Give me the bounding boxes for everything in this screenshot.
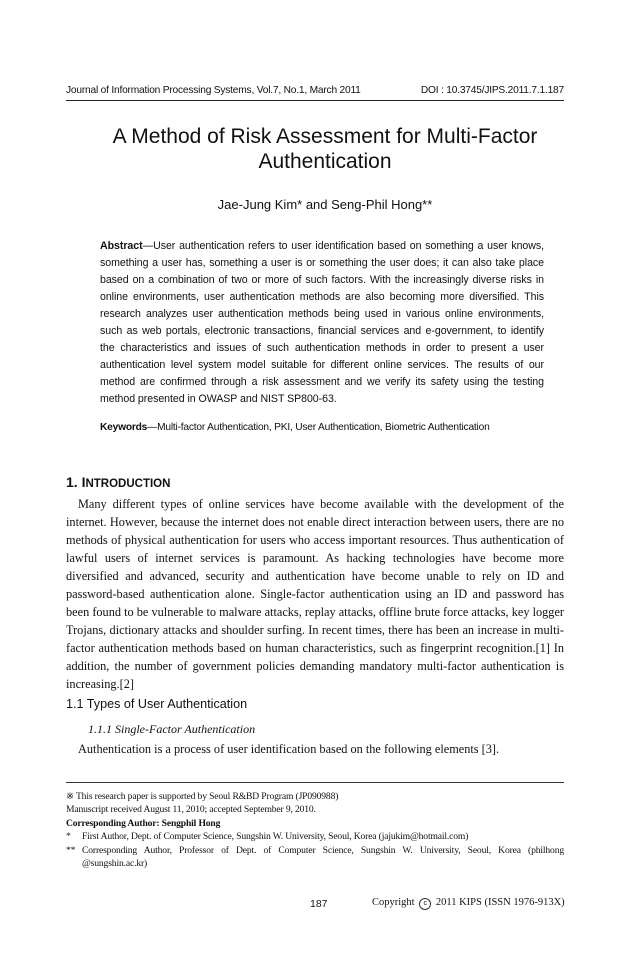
keywords-text: —Multi-factor Authentication, PKI, User Authentication, Biometric Authentication bbox=[147, 422, 490, 433]
introduction-paragraph: Many different types of online services have become available with the development of the internet. However, because the internet does not enable direct interaction between users, there are no methods of physical authentication for users who access important resources. Thus authentication of lawful users of internet services is paramount. As hacking technologies have become more diversified and advanced, security and authentication have become unable to rely on ID and password-based authentication alone. Single-factor authentication using an ID and password has been found to be vulnerable to malware attacks, replay attacks, offline brute force attacks, key logger Trojans, dictionary attacks and shoulder surfing. In recent times, there has been an increase in multi-factor authentication methods based on human characteristics, such as fingerprint recognition.[1] In addition, the number of government policies demanding mandatory multi-factor authentication is increasing.[2] bbox=[66, 497, 564, 691]
keywords bbox=[100, 422, 570, 433]
paper-title bbox=[66, 124, 584, 174]
footnote-second-author bbox=[66, 844, 564, 871]
keywords-label: Keywords bbox=[100, 422, 148, 433]
footnote-corresponding: Corresponding Author: Sengphil Hong bbox=[66, 817, 221, 829]
copyright-icon: c bbox=[419, 898, 431, 910]
footnote-first-author-text: First Author, Dept. of Computer Science, Sungshin W. University, Seoul, Korea (jajukim@hotmail.com) bbox=[82, 831, 469, 843]
copyright-suffix: 2011 KIPS (ISSN 1976-913X) bbox=[435, 897, 565, 908]
subsection-text: Authentication is a process of user identification based on the following elements [3]. bbox=[78, 742, 500, 756]
section-heading-introduction bbox=[66, 474, 170, 490]
doi: DOI : 10.3745/JIPS.2011.7.1.187 bbox=[420, 85, 564, 96]
footnote-mark-double: ** bbox=[66, 844, 76, 856]
copyright-notice bbox=[372, 897, 565, 910]
footnote-rule bbox=[66, 782, 564, 783]
footnote-support: ※ This research paper is supported by Seoul R&BD Program (JP090988) bbox=[66, 791, 339, 802]
title-line-2: Authentication bbox=[258, 150, 392, 173]
footnote-second-author-text: Corresponding Author, Professor of Dept. of Computer Science, Sungshin W. University, Seoul, Korea (philhong @sungshin.ac.kr) bbox=[82, 844, 564, 870]
copyright-prefix: Copyright bbox=[372, 897, 415, 908]
footnote-received: Manuscript received August 11, 2010; accepted September 9, 2010. bbox=[66, 804, 316, 816]
abstract-label: Abstract bbox=[100, 240, 143, 252]
abstract bbox=[100, 238, 544, 408]
section-number: 1. I bbox=[66, 474, 86, 490]
subsubsection-heading: 1.1.1 Single-Factor Authentication bbox=[88, 722, 256, 736]
footnote-first-author bbox=[66, 830, 564, 843]
subsection-heading: 1.1 Types of User Authentication bbox=[66, 697, 248, 711]
running-header bbox=[66, 85, 564, 96]
footnote-mark-single: * bbox=[66, 831, 71, 843]
header-rule bbox=[66, 100, 564, 101]
journal-citation: Journal of Information Processing Systems, Vol.7, No.1, March 2011 bbox=[66, 85, 361, 96]
abstract-text: —User authentication refers to user identification based on something a user knows, something a user has, something a user is or something the user does; it can also take place based on a combination of two or more of such factors. With the increasingly diverse risks in online environments, user authentication methods are also becoming more diversified. This research analyzes user authentication methods being used in various online environments, such as web portals, electronic transactions, financial services and e-government, to identify the characteristics and issues of such authentication methods in order to present a user authentication level system model suitable for different online services. The results of our method are confirmed through a risk assessment and we verify its safety using the testing method presented in OWASP and NIST SP800-63. bbox=[100, 240, 544, 405]
author-list: Jae-Jung Kim* and Seng-Phil Hong** bbox=[217, 197, 433, 212]
page-number: 187 bbox=[310, 898, 328, 910]
section-title-smallcaps: NTRODUCTION bbox=[85, 478, 171, 490]
footnotes bbox=[66, 790, 564, 870]
title-line-1: A Method of Risk Assessment for Multi-Factor bbox=[112, 125, 538, 148]
